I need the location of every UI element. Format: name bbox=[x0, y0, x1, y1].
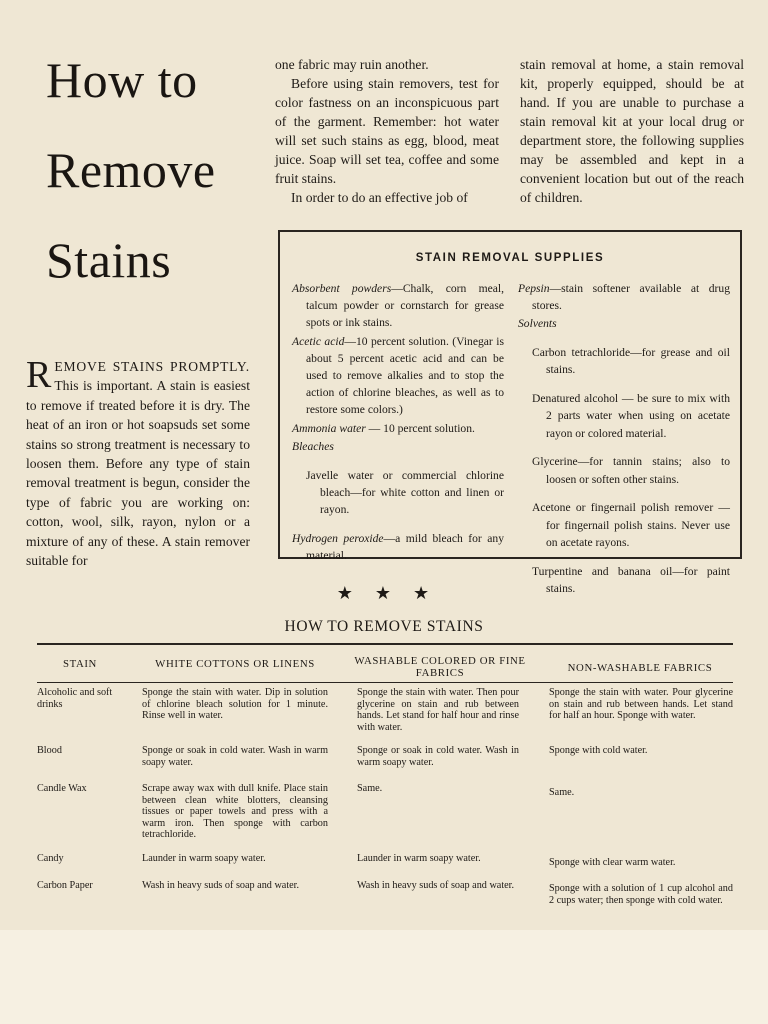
supply-term: Absorbent powders bbox=[292, 282, 392, 295]
supply-desc: —a mild bleach for any material. bbox=[306, 531, 504, 563]
column-three bbox=[520, 55, 744, 207]
stain-name: Candy bbox=[37, 853, 64, 864]
page-title-line-3: Stains bbox=[46, 232, 172, 288]
supply-entry bbox=[518, 280, 730, 314]
table-header-non-washable: NON-WASHABLE FABRICS bbox=[567, 662, 713, 674]
solvent-item: Carbon tetrachloride—for grease and oil stains. bbox=[532, 346, 730, 377]
blank-margin bbox=[0, 930, 768, 1024]
supply-term: Ammonia water bbox=[292, 421, 366, 435]
white-cottons-cell: Scrape away wax with dull knife. Place stain between clean white blotters, cleansing tissues or paper towels and press with a warm iron. Then sponge with carbon tetrachloride. bbox=[142, 783, 328, 841]
stain-name: Blood bbox=[37, 745, 62, 756]
supply-desc: —10 percent solution. (Vinegar is about 5 percent acetic acid and can be used to remove alkalies and to stop the action of chlorine bleaches, as well as to restore some colors.) bbox=[306, 334, 504, 417]
col3-paragraph-1: stain removal at home, a stain removal kit, properly equipped, should be at hand. If you are unable to purchase a stain removal kit at your local drug or department store, the following supplies may be assembled and kept in a convenient location but out of the reach of children. bbox=[520, 57, 744, 205]
table-top-rule bbox=[37, 643, 733, 645]
bleaches-heading: Bleaches bbox=[292, 439, 334, 453]
non-washable-cell: Sponge with cold water. bbox=[549, 745, 648, 756]
intro-text: This is important. A stain is easiest to remove if treated before it is dry. The heat of an iron or hot soapsuds set some stains so strong treatment is necessary to loosen them. Before any type of stain removal treatment is begun, consider the type of fabric you are working on: cotton, wool, silk, rayon, nylon or a mixture of any of these. A stain remover suitable for bbox=[26, 378, 250, 569]
supplies-box bbox=[278, 230, 742, 595]
supply-desc: —Chalk, corn meal, talcum powder or cornstarch for grease spots or ink stains. bbox=[306, 282, 504, 330]
table-title: HOW TO REMOVE STAINS bbox=[284, 618, 484, 635]
supply-entry bbox=[292, 530, 504, 564]
washable-colored-cell: Same. bbox=[357, 783, 383, 794]
non-washable-cell: Sponge the stain with water. Pour glycerine on stain and rub between hands. Let stand for half an hour. Sponge with water. bbox=[549, 687, 733, 722]
washable-colored-cell: Sponge or soak in cold water. Wash in warm soapy water. bbox=[357, 745, 519, 768]
column-two bbox=[275, 55, 499, 207]
solvent-item: Turpentine and banana oil—for paint stains. bbox=[532, 564, 730, 595]
supply-entry bbox=[292, 333, 504, 419]
supply-term: Acetic acid bbox=[292, 334, 345, 348]
stain-name: Carbon Paper bbox=[37, 880, 93, 891]
col2-paragraph-3: In order to do an effective job of bbox=[291, 190, 468, 205]
white-cottons-cell: Sponge or soak in cold water. Wash in warm soapy water. bbox=[142, 745, 328, 768]
supplies-right-column bbox=[518, 280, 730, 609]
supply-term: Hydrogen peroxide bbox=[292, 531, 384, 545]
col2-paragraph-2: Before using stain removers, test for color fastness on an inconspicuous part of the garment. Remember: hot water will set such stains as egg, blood, meat juice. Soap will set tea, coffee and some fruit stains. bbox=[275, 76, 499, 186]
white-cottons-cell: Sponge the stain with water. Dip in solution of chlorine bleach solution for 1 minute. Rinse well in water. bbox=[142, 687, 328, 722]
supply-term: Pepsin bbox=[518, 282, 550, 295]
supplies-title: STAIN REMOVAL SUPPLIES bbox=[415, 252, 605, 264]
intro-lead: EMOVE STAINS PROMPTLY. bbox=[54, 359, 250, 374]
section-divider-stars: ★★★ bbox=[336, 583, 452, 603]
table-header-white-cottons: WHITE COTTONS OR LINENS bbox=[155, 658, 315, 670]
washable-colored-cell: Launder in warm soapy water. bbox=[357, 853, 481, 864]
table-header-washable-colored: WASHABLE COLORED OR FINE FABRICS bbox=[354, 655, 526, 679]
solvent-item: Acetone or fingernail polish remover —for fingernail polish stains. Never use on acetate rayons. bbox=[532, 501, 730, 549]
table-header-stain: STAIN bbox=[63, 658, 97, 670]
washable-colored-cell: Sponge the stain with water. Then pour glycerine on stain and rub between hands. Let stand for half hour and rinse with water. bbox=[357, 687, 519, 733]
page-title-line-1: How to bbox=[46, 52, 198, 108]
solvents-heading: Solvents bbox=[518, 317, 557, 331]
stain-name: Alcoholic and soft drinks bbox=[37, 687, 113, 710]
non-washable-cell: Sponge with clear warm water. bbox=[549, 857, 676, 868]
bleaches-item: Javelle water or commercial chlorine bleach—for white cotton and linen or rayon. bbox=[306, 468, 504, 517]
supply-desc: — 10 percent solution. bbox=[365, 421, 475, 435]
white-cottons-cell: Wash in heavy suds of soap and water. bbox=[142, 880, 300, 891]
solvent-item: Denatured alcohol — be sure to mix with 2 parts water when using on acetate rayon or colored material. bbox=[532, 392, 730, 440]
drop-cap: R bbox=[26, 354, 52, 396]
supply-entry bbox=[292, 280, 504, 332]
col2-paragraph-1: one fabric may ruin another. bbox=[275, 57, 429, 72]
supply-entry bbox=[292, 420, 504, 437]
non-washable-cell: Same. bbox=[549, 787, 575, 798]
intro-paragraph bbox=[26, 354, 250, 570]
stain-name: Candle Wax bbox=[37, 783, 87, 794]
page-title-line-2: Remove bbox=[46, 142, 216, 198]
non-washable-cell: Sponge with a solution of 1 cup alcohol and 2 cups water; then sponge with cold water. bbox=[549, 883, 733, 906]
supply-desc: —stain softener available at drug stores. bbox=[532, 282, 730, 313]
table-header-rule bbox=[37, 682, 733, 683]
solvent-item: Glycerine—for tannin stains; also to loosen or soften other stains. bbox=[532, 455, 730, 486]
supplies-left-column bbox=[292, 280, 504, 565]
washable-colored-cell: Wash in heavy suds of soap and water. bbox=[357, 880, 515, 891]
white-cottons-cell: Launder in warm soapy water. bbox=[142, 853, 266, 864]
